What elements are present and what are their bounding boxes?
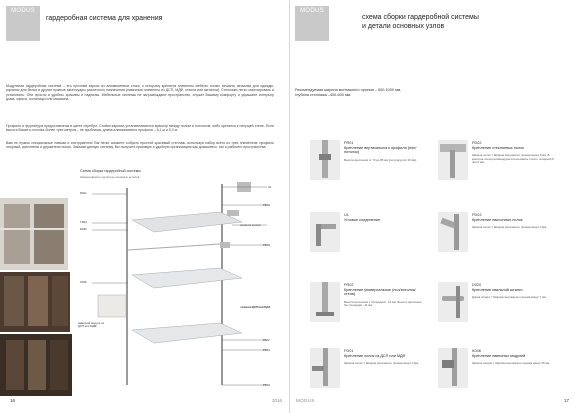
callout-pa01: PA01 [80, 191, 87, 195]
part-image-d020 [438, 282, 468, 322]
part-code: D020 [472, 283, 482, 287]
part-desc: Ширина полки = Ширина монтажного проема минус 2 мм [344, 361, 419, 366]
year-label: 2016 [272, 398, 283, 403]
part-card-u1 [310, 212, 428, 254]
body-paragraph-1: Модульная гардеробная система – это прочный каркас из алюминиевых стоек, к которому крепятся элементы мебели: полки, вешала, вешалки для одежды, корзины для белья и другие нужные аксессуары различного назначения (навесные элементы из ДСП, МДФ, стекла или металла). Стеллажи легко смонтировать и установить. Они просты и удобны, красивы и надежны. Мебельные системы не загромождают пространство, служат Вашему комфорту и украшают интерьер дома, офиса, гостиницы или магазина. [6, 84, 274, 101]
callout-pa02: PA02 [263, 338, 270, 342]
part-name: Крепление универсальное (пол/потолок/стена) [344, 287, 416, 297]
part-image-pr02 [310, 282, 340, 322]
page-title: гардеробная система для хранения [46, 15, 163, 22]
callout-pd02: PD02 [263, 203, 270, 207]
part-desc: Высота крепления от 70 до 85 мм (регулируется 15 мм) [344, 157, 417, 162]
body-paragraph-2: Профиль и фурнитура предоставлены в цвете серебро. Стойки каркаса устанавливаются враспор между полом и потолком, либо крепятся к несущей стене. Если высота Вашего потолка более трех метров – не проблема: длина алюминиевого профиля – 6,1 м и 5,3 м. [6, 124, 274, 133]
logo-underline-right [295, 40, 329, 41]
part-card-pr01 [310, 140, 428, 182]
part-code: PD01 [344, 349, 354, 353]
part-desc: Ширина секции = Ширина монтажного проема минус 25 мм. [472, 361, 550, 366]
callout-note-module: навесной модуль из ДСП или МДФ [78, 321, 105, 329]
part-name: Крепление наклонных полок [472, 217, 523, 222]
part-image-k046 [438, 348, 468, 388]
body-paragraph-3: Вам не нужны специальные навыки и инструменты! Вы легко сможете собрать простой красивый стеллаж, используя набор всего из трех элементов: профиль опорный, крепления и держатели полок. Заказав данную систему, Вы получите красивую и удобную организацию как домашнего, так и рабочего пространства. [6, 141, 274, 150]
part-card-pd03 [438, 212, 556, 254]
part-name: Крепление овальной штанги [472, 287, 523, 292]
photo-wardrobe-3 [0, 334, 72, 396]
part-name: Крепление навесных модулей [472, 353, 526, 358]
brand-logo-right-text: MODUS [300, 8, 324, 14]
part-name: Крепление полок из ДСП или МДФ [344, 353, 406, 358]
right-page [290, 0, 580, 413]
callout-k046: K046 [80, 280, 87, 284]
part-image-pr01 [310, 140, 340, 180]
part-desc: Ширина полки = Ширина монтажного проема минус 2 мм. [472, 225, 547, 230]
part-desc: Высота крепления с площадкой - 12 мм. Высота крепления без площадки - 11 мм [344, 299, 422, 308]
callout-tr01: TR01 [80, 220, 87, 224]
part-image-pd01 [310, 348, 340, 388]
brand-logo-text: MODUS [11, 8, 35, 14]
part-code: U1 [344, 213, 349, 217]
callout-pd03: PD03 [263, 243, 270, 247]
callout-pr01: PR01 [263, 383, 270, 387]
recommend-line-2: глубина стеллажа –400-600 мм. [295, 93, 352, 97]
part-code: PR01 [344, 141, 354, 145]
part-desc: Длина штанги = Ширина монтажного проема минус 7 мм. [472, 295, 547, 300]
part-card-pd01 [310, 348, 428, 390]
callout-u1: U1 [268, 185, 272, 189]
photo-wardrobe-2 [0, 272, 70, 332]
part-image-u1 [310, 212, 340, 252]
part-card-d020 [438, 282, 556, 324]
part-card-pr02 [310, 282, 428, 324]
photo-wardrobe-1 [0, 198, 68, 270]
part-image-pd02 [438, 140, 468, 180]
footer-brand: MODUS [296, 398, 315, 403]
part-code: PR02 [344, 283, 354, 287]
assembly-diagram [92, 180, 271, 392]
callout-note-glass: полка из стекла [240, 223, 261, 227]
brand-logo-right [295, 6, 329, 40]
diagram-caption: Схема сборки гардеробной системы [80, 169, 141, 173]
part-code: PD02 [472, 141, 482, 145]
logo-underline [6, 40, 40, 41]
page-number-left: 16 [10, 398, 16, 403]
diagram-subcaption: Наименования и артикулы основных деталей [80, 175, 140, 179]
recommend-line-1: Рекомендуемая ширина монтажного проема – 600-1000 мм, [295, 88, 402, 92]
callout-pd01: PD01 [263, 348, 270, 352]
part-name: Угловое соединение [344, 217, 381, 222]
right-title-line2: и детали основных узлов [362, 23, 445, 30]
brand-logo [6, 6, 40, 40]
part-code: K046 [472, 349, 481, 353]
part-code: PD03 [472, 213, 482, 217]
part-image-pd03 [438, 212, 468, 252]
part-name: Крепление стеклянных полок [472, 145, 524, 150]
part-card-k046 [438, 348, 556, 390]
part-desc: Ширина полки = Ширина монтажного проема минус 8 мм. В качестве полок рекомендуем использовать стекло толщиной 8 или 6 мм. [472, 153, 554, 165]
part-card-pd02 [438, 140, 556, 182]
part-name: Крепление вертикального профиля (пол/потолок) [344, 145, 417, 155]
right-title-line1: схема сборки гардеробной системы [362, 14, 479, 21]
page-number-right: 17 [564, 398, 570, 403]
callout-note-chipboard: полка из ДСП или МДФ [240, 305, 271, 309]
callout-d020: D020 [80, 227, 87, 231]
